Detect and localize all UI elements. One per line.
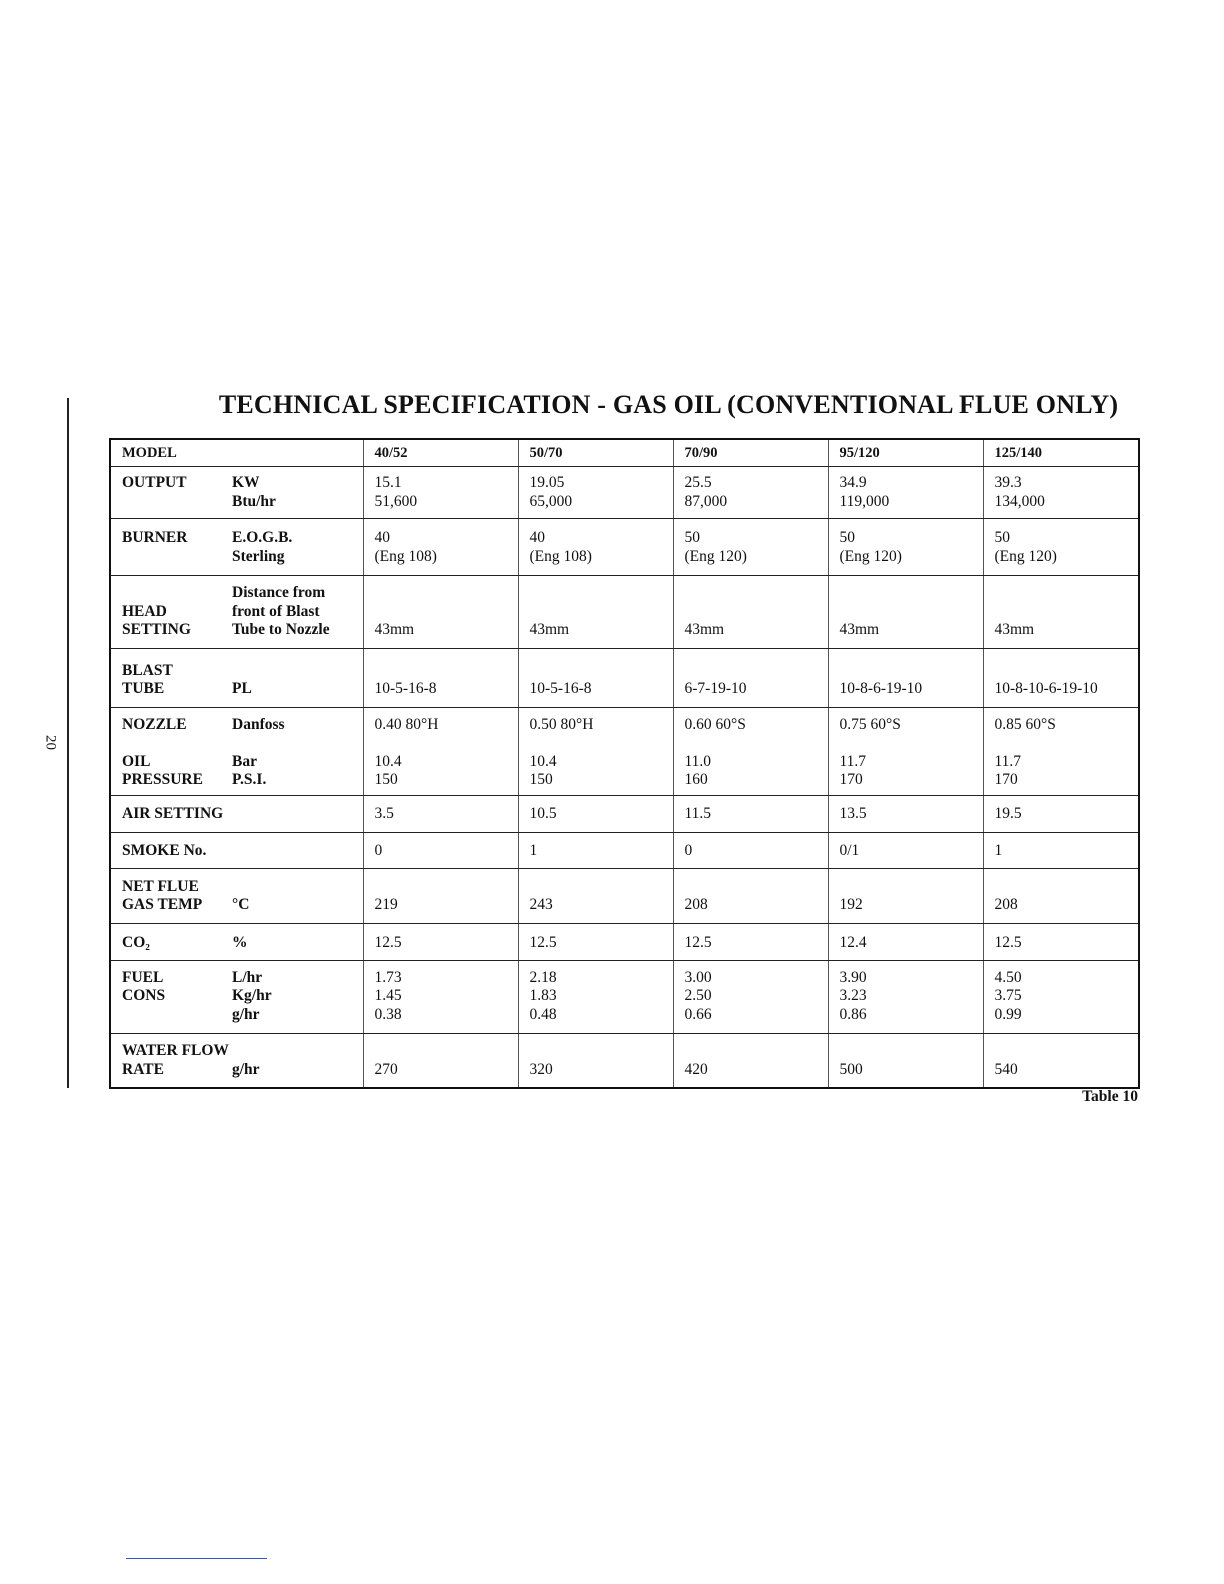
- row-unit-line: %: [232, 933, 248, 951]
- table-cell-line: 43mm: [684, 621, 725, 638]
- table-cell-line: 12.5: [684, 933, 712, 951]
- table-cell-line: 12.5: [529, 933, 557, 951]
- table-cell-line: 0: [374, 841, 383, 859]
- table-cell-line: [375, 734, 518, 753]
- table-cell-line: 1: [529, 841, 538, 859]
- table-cell: [673, 467, 828, 519]
- model-column-header: 50/70: [518, 439, 673, 467]
- row-unit-line: [232, 878, 363, 897]
- table-cell: [518, 576, 673, 649]
- table-cell-line: 3.00: [684, 968, 712, 986]
- table-cell-line: 0.75 60°S: [839, 715, 901, 733]
- row-label-line: TUBE: [122, 680, 165, 697]
- table-body: [110, 439, 1139, 1088]
- table-cell-line: (Eng 120): [994, 547, 1057, 565]
- table-cell-line: 50: [994, 529, 1010, 546]
- row-unit-line: g/hr: [232, 1005, 260, 1023]
- table-cell: [828, 923, 983, 960]
- row-label-line: OUTPUT: [122, 474, 187, 491]
- table-cell: [363, 923, 518, 960]
- row-unit-line: E.O.G.B.: [232, 529, 293, 546]
- table-cell-line: 270: [374, 1060, 398, 1078]
- table-cell-line: 243: [529, 896, 553, 913]
- table-cell-line: 3.75: [994, 987, 1022, 1004]
- table-cell: [828, 960, 983, 1033]
- table-cell-line: (Eng 120): [684, 547, 747, 565]
- table-cell-line: 12.5: [994, 933, 1022, 951]
- table-cell-line: 10-8-6-19-10: [839, 680, 923, 697]
- row-unit-line: L/hr: [232, 968, 263, 986]
- table-cell-line: 420: [684, 1060, 708, 1078]
- table-cell-line: 160: [684, 771, 708, 788]
- row-label: [110, 868, 232, 923]
- table-cell-line: 13.5: [839, 804, 867, 822]
- row-unit-line: P.S.I.: [232, 771, 267, 788]
- table-cell-line: 219: [374, 896, 398, 913]
- table-cell-line: 2.50: [684, 987, 712, 1004]
- table-cell: [983, 868, 1139, 923]
- table-cell: [673, 648, 828, 707]
- row-label-line: OIL: [122, 752, 151, 770]
- table-row: [110, 648, 1139, 707]
- table-cell: [828, 795, 983, 832]
- table-cell: [828, 576, 983, 649]
- table-cell-line: [840, 734, 983, 753]
- table-row: [110, 1033, 1139, 1088]
- table-cell-line: 500: [839, 1060, 863, 1078]
- row-unit-line: g/hr: [232, 1060, 260, 1078]
- table-cell: [983, 1033, 1139, 1088]
- table-cell: [363, 868, 518, 923]
- table-row: [110, 795, 1139, 832]
- table-cell-line: 0.48: [529, 1005, 557, 1023]
- row-label: [110, 923, 232, 960]
- table-cell-line: 19.05: [529, 474, 565, 491]
- table-cell-line: [685, 734, 828, 753]
- table-cell: [673, 795, 828, 832]
- table-cell-line: 540: [994, 1060, 1018, 1078]
- row-label-line: WATER FLOW: [122, 1042, 229, 1059]
- table-cell: [983, 960, 1139, 1033]
- table-cell-line: 0.99: [994, 1005, 1022, 1023]
- row-unit-line: °C: [232, 896, 250, 913]
- model-column-header: 40/52: [363, 439, 518, 467]
- table-cell-line: 0.66: [684, 1005, 712, 1023]
- table-cell: [983, 923, 1139, 960]
- table-cell: [363, 707, 518, 795]
- table-cell: [828, 832, 983, 868]
- table-cell-line: 208: [684, 896, 708, 913]
- table-cell: [828, 707, 983, 795]
- table-cell-line: 3.23: [839, 987, 867, 1004]
- table-row: [110, 832, 1139, 868]
- table-cell: [518, 832, 673, 868]
- row-label: [110, 707, 232, 795]
- table-row: [110, 707, 1139, 795]
- row-unit-line: Tube to Nozzle: [232, 621, 330, 638]
- table-cell: [983, 648, 1139, 707]
- page-number: 20: [42, 735, 59, 750]
- table-cell: [983, 576, 1139, 649]
- row-label-line: NET FLUE: [122, 877, 199, 895]
- row-unit: [232, 648, 363, 707]
- row-label-line: CO₂: [122, 933, 150, 951]
- row-unit: [232, 1033, 363, 1088]
- table-cell-line: 1.73: [374, 968, 402, 986]
- row-label-line: BLAST: [122, 661, 173, 679]
- table-cell-line: 51,600: [374, 492, 418, 510]
- row-label-line: BURNER: [122, 529, 188, 546]
- table-cell-line: 170: [839, 771, 863, 788]
- table-cell-line: 170: [994, 771, 1018, 788]
- table-cell-line: 87,000: [684, 492, 728, 510]
- table-row: [110, 519, 1139, 576]
- table-cell: [828, 1033, 983, 1088]
- table-cell: [673, 1033, 828, 1088]
- row-unit-line: Distance from: [232, 584, 326, 601]
- table-row: [110, 960, 1139, 1033]
- row-label: [110, 1033, 232, 1088]
- table-cell: [828, 519, 983, 576]
- row-unit: [232, 832, 363, 868]
- table-header-row: [110, 439, 1139, 467]
- row-label-line: PRESSURE: [122, 771, 203, 788]
- table-cell-line: 10-8-10-6-19-10: [994, 680, 1098, 697]
- row-unit-line: [232, 734, 363, 753]
- table-cell-line: 11.5: [684, 804, 712, 822]
- table-row: [110, 467, 1139, 519]
- table-cell-line: 43mm: [839, 621, 880, 638]
- table-cell: [363, 960, 518, 1033]
- table-cell: [828, 467, 983, 519]
- row-label-line: GAS TEMP: [122, 896, 203, 913]
- table-row: [110, 576, 1139, 649]
- row-label: [110, 648, 232, 707]
- row-label-line: AIR SETTING: [122, 804, 224, 822]
- table-cell-line: 10.5: [529, 804, 557, 822]
- table-cell: [518, 960, 673, 1033]
- margin-rule: [67, 398, 69, 1088]
- table-cell-line: 65,000: [529, 492, 573, 510]
- row-unit: [232, 795, 363, 832]
- row-label: [110, 795, 232, 832]
- technical-specification-table: [109, 438, 1140, 1089]
- row-label-line: SMOKE No.: [122, 841, 207, 859]
- table-cell: [363, 795, 518, 832]
- table-cell-line: 43mm: [994, 621, 1035, 638]
- row-label-line: FUEL: [122, 968, 164, 986]
- table-cell-line: 320: [529, 1060, 553, 1078]
- table-cell-line: [530, 734, 673, 753]
- table-cell-line: 6-7-19-10: [684, 680, 747, 697]
- table-cell: [673, 923, 828, 960]
- table-cell-line: 19.5: [994, 804, 1022, 822]
- table-cell-line: 0.60 60°S: [684, 715, 746, 733]
- footer-rule: [126, 1558, 267, 1559]
- model-header: MODEL: [110, 439, 363, 467]
- table-cell: [518, 795, 673, 832]
- table-cell: [363, 1033, 518, 1088]
- table-cell-line: 50: [839, 529, 855, 546]
- row-unit: [232, 960, 363, 1033]
- row-label-line: NOZZLE: [122, 715, 187, 733]
- table-cell-line: 10-5-16-8: [529, 680, 592, 697]
- row-unit: [232, 868, 363, 923]
- table-cell-line: 0/1: [839, 841, 860, 859]
- row-unit-line: Sterling: [232, 547, 285, 565]
- table-cell-line: 0.50 80°H: [529, 715, 594, 733]
- row-label: [110, 832, 232, 868]
- row-unit: [232, 467, 363, 519]
- table-cell: [983, 707, 1139, 795]
- table-cell: [983, 795, 1139, 832]
- table-cell: [673, 519, 828, 576]
- table-cell: [363, 519, 518, 576]
- row-label-line: [122, 734, 232, 753]
- table-cell-line: 150: [374, 771, 398, 788]
- row-unit-line: [232, 1042, 363, 1061]
- table-cell: [673, 707, 828, 795]
- table-cell-line: 11.7: [839, 752, 867, 770]
- table-cell-line: (Eng 120): [839, 547, 902, 565]
- table-cell: [518, 1033, 673, 1088]
- table-cell-line: 15.1: [374, 474, 402, 491]
- table-cell: [983, 832, 1139, 868]
- row-label-line: SETTING: [122, 621, 191, 638]
- model-column-header: 95/120: [828, 439, 983, 467]
- table-cell-line: 0.86: [839, 1005, 867, 1023]
- row-unit-line: [232, 842, 363, 861]
- table-cell-line: 43mm: [374, 621, 415, 638]
- table-row: [110, 868, 1139, 923]
- row-label: [110, 519, 232, 576]
- table-cell-line: 12.5: [374, 933, 402, 951]
- table-caption: Table 10: [1082, 1088, 1138, 1105]
- table-cell: [518, 648, 673, 707]
- row-label: [110, 960, 232, 1033]
- row-unit: [232, 923, 363, 960]
- table-cell-line: 50: [684, 529, 700, 546]
- table-cell-line: 0.38: [374, 1005, 402, 1023]
- table-cell-line: 43mm: [529, 621, 570, 638]
- row-unit-line: front of Blast: [232, 602, 320, 620]
- row-unit-line: Bar: [232, 752, 257, 770]
- table-cell: [673, 960, 828, 1033]
- table-cell-line: (Eng 108): [529, 547, 592, 565]
- table-cell: [363, 467, 518, 519]
- row-label: [110, 467, 232, 519]
- table-cell-line: (Eng 108): [374, 547, 437, 565]
- table-cell: [518, 923, 673, 960]
- row-unit-line: KW: [232, 474, 260, 491]
- table-cell: [983, 467, 1139, 519]
- table-cell-line: 10.4: [374, 752, 402, 770]
- table-cell: [673, 576, 828, 649]
- table-cell-line: 3.5: [374, 804, 394, 822]
- row-unit: [232, 519, 363, 576]
- table-cell-line: 3.90: [839, 968, 867, 986]
- table-cell-line: 4.50: [994, 968, 1022, 986]
- table-cell-line: 34.9: [839, 474, 867, 491]
- table-cell-line: 1: [994, 841, 1003, 859]
- row-unit-line: Danfoss: [232, 715, 285, 733]
- row-unit-line: Kg/hr: [232, 987, 272, 1004]
- table-row: [110, 923, 1139, 960]
- table-cell-line: 0.85 60°S: [994, 715, 1056, 733]
- model-column-header: 70/90: [673, 439, 828, 467]
- row-unit-line: Btu/hr: [232, 492, 276, 510]
- row-label-line: CONS: [122, 987, 166, 1004]
- table-cell: [673, 868, 828, 923]
- model-column-header: 125/140: [983, 439, 1139, 467]
- table-cell: [983, 519, 1139, 576]
- table-cell: [518, 707, 673, 795]
- table-cell-line: 2.18: [529, 968, 557, 986]
- table-cell-line: 11.0: [684, 752, 712, 770]
- table-cell-line: 10-5-16-8: [374, 680, 437, 697]
- page-title: TECHNICAL SPECIFICATION - GAS OIL (CONVENTIONAL FLUE ONLY): [218, 390, 1119, 419]
- table-cell-line: 40: [529, 529, 545, 546]
- table-cell-line: 150: [529, 771, 553, 788]
- table-cell-line: 10.4: [529, 752, 557, 770]
- row-label: [110, 576, 232, 649]
- table-cell-line: 192: [839, 896, 863, 913]
- table-cell: [828, 648, 983, 707]
- row-unit-line: [232, 805, 363, 824]
- row-label-line: RATE: [122, 1060, 164, 1078]
- table-cell-line: 134,000: [994, 492, 1045, 510]
- table-cell-line: 1.45: [374, 987, 402, 1004]
- table-cell-line: [995, 734, 1139, 753]
- table-cell-line: 0: [684, 841, 693, 859]
- table-cell: [518, 519, 673, 576]
- table-cell-line: 11.7: [994, 752, 1022, 770]
- table-cell: [363, 576, 518, 649]
- row-unit-line: [232, 662, 363, 681]
- table-cell-line: 0.40 80°H: [374, 715, 439, 733]
- table-cell-line: 40: [374, 529, 390, 546]
- table-cell: [363, 648, 518, 707]
- table-cell-line: 1.83: [529, 987, 557, 1004]
- table-cell-line: 25.5: [684, 474, 712, 491]
- table-cell-line: 12.4: [839, 933, 867, 951]
- table-cell: [673, 832, 828, 868]
- table-cell-line: 119,000: [839, 492, 890, 510]
- table-cell: [363, 832, 518, 868]
- table-cell: [518, 868, 673, 923]
- row-label-line: HEAD: [122, 602, 167, 620]
- table-cell-line: 208: [994, 896, 1018, 913]
- row-unit: [232, 707, 363, 795]
- row-unit: [232, 576, 363, 649]
- row-unit-line: PL: [232, 680, 252, 697]
- table-cell: [828, 868, 983, 923]
- table-cell: [518, 467, 673, 519]
- table-cell-line: 39.3: [994, 474, 1022, 491]
